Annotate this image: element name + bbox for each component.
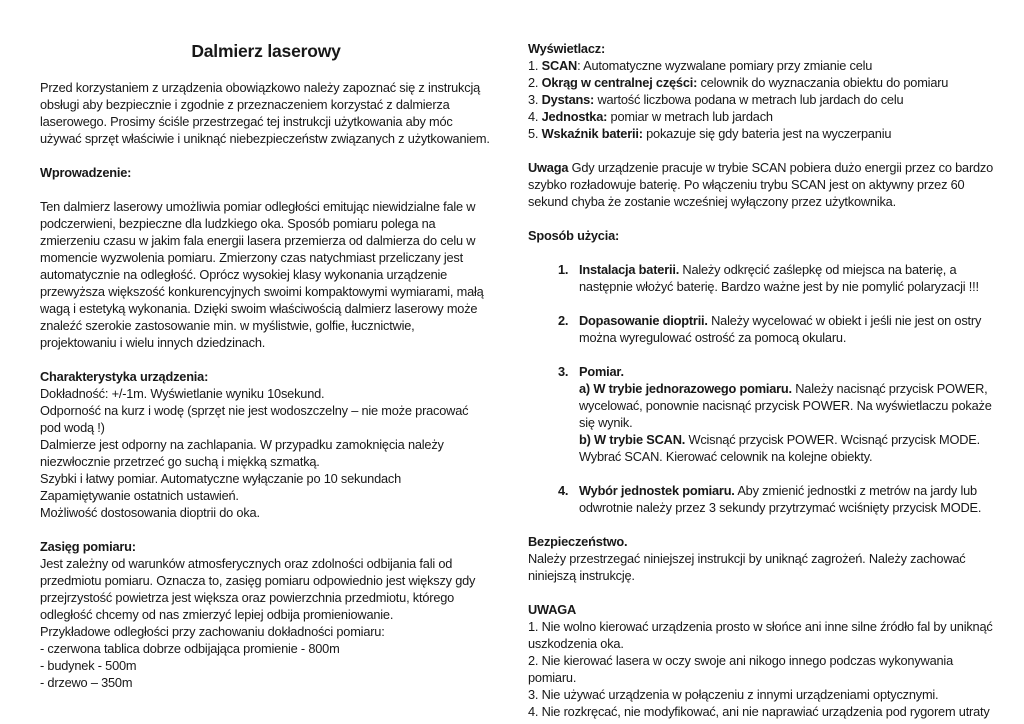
right-column xyxy=(528,40,998,719)
item-body xyxy=(579,363,998,465)
text-run: Odporność na kurz i wodę (sprzęt nie jest wodoszczelny – nie może pracować pod wodą !) xyxy=(40,403,469,435)
item-body xyxy=(579,312,998,346)
text-run: 2. xyxy=(528,75,542,90)
bold-text-run: Bezpieczeństwo. xyxy=(528,534,628,549)
item-number: 3. xyxy=(558,364,569,379)
text-run: wartość liczbowa podana w metrach lub jardach do celu xyxy=(594,92,904,107)
section-heading xyxy=(528,533,998,550)
text-line xyxy=(40,623,492,640)
text-line xyxy=(40,674,492,691)
bold-text-run: Zasięg pomiaru: xyxy=(40,539,136,554)
section-heading xyxy=(528,601,998,618)
numbered-item xyxy=(528,312,998,346)
text-run: Należy wycelować w obiekt i jeśli nie jest on ostry można wyregulować ostrość za pomocą okularu. xyxy=(579,313,982,345)
item-number: 1. xyxy=(558,262,569,277)
section-heading xyxy=(40,164,492,181)
bold-text-run: Wskaźnik baterii: xyxy=(541,126,643,141)
text-run: Gdy urządzenie pracuje w trybie SCAN pobiera dużo energii przez co bardzo szybko rozładowuje baterię. Po włączeniu trybu SCAN jest on aktywny przez 60 sekund chyba że zostanie wcześniej wyłączony przez użytkownika. xyxy=(528,160,994,209)
item-body xyxy=(579,261,998,295)
text-run: - drzewo – 350m xyxy=(40,675,133,690)
text-line xyxy=(40,402,492,436)
text-run: 4. xyxy=(528,109,542,124)
section-heading xyxy=(40,538,492,555)
text-line xyxy=(528,686,998,703)
item-number: 2. xyxy=(558,313,569,328)
section-heading xyxy=(528,227,998,244)
text-run: pokazuje się gdy bateria jest na wyczerpaniu xyxy=(642,126,892,141)
text-run: Jest zależny od warunków atmosferycznych oraz zdolności odbijania fali od przedmiotu pomiaru. Oznacza to, zasięg pomiaru odpowiednio jest większy gdy przejrzystość powietrza jest większa oraz powierzchnia przedmiotu, którego odległość chcemy od nas zmierzyć lepiej odbija promieniowanie. xyxy=(40,556,476,622)
bold-text-run: a) W trybie jednorazowego pomiaru. xyxy=(579,381,792,396)
text-line xyxy=(40,470,492,487)
text-run: 5. xyxy=(528,126,542,141)
document-title xyxy=(40,40,492,62)
text-line xyxy=(528,550,998,584)
text-line xyxy=(40,657,492,674)
paragraph xyxy=(528,159,998,210)
bold-text-run: Wybór jednostek pomiaru. xyxy=(579,483,735,498)
text-run: Aby zmienić jednostki z metrów na jardy lub odwrotnie należy przez 3 sekundy przytrzymać wciśnięty przycisk MODE. xyxy=(579,483,982,515)
paragraph xyxy=(40,198,492,351)
text-run: Możliwość dostosowania dioptrii do oka. xyxy=(40,505,260,520)
bold-text-run: Wyświetlacz: xyxy=(528,41,606,56)
text-line xyxy=(528,108,998,125)
text-run: 4. Nie rozkręcać, nie modyfikować, ani nie naprawiać urządzenia pod rygorem utraty xyxy=(528,704,990,719)
paragraph xyxy=(40,79,492,147)
text-run: Wcisnąć przycisk POWER. Wcisnąć przycisk MODE. Wybrać SCAN. Kierować celownik na kolejne obiekty. xyxy=(579,432,981,464)
text-run: pomiar w metrach lub jardach xyxy=(607,109,773,124)
text-line xyxy=(528,652,998,686)
text-line xyxy=(528,74,998,91)
text-run: - czerwona tablica dobrze odbijająca promienie - 800m xyxy=(40,641,340,656)
bold-text-run: Charakterystyka urządzenia: xyxy=(40,369,209,384)
text-run: Dokładność: +/-1m. Wyświetlanie wyniku 10sekund. xyxy=(40,386,325,401)
text-run: : Automatyczne wyzwalane pomiary przy zmianie celu xyxy=(577,58,873,73)
text-line xyxy=(40,487,492,504)
text-run: Należy przestrzegać niniejszej instrukcji by uniknąć zagrożeń. Należy zachować niniejszą instrukcję. xyxy=(528,551,966,583)
bold-text-run: Pomiar. xyxy=(579,364,624,379)
bold-text-run: Jednostka: xyxy=(541,109,608,124)
text-line xyxy=(40,436,492,470)
text-line xyxy=(528,618,998,652)
text-run: Należy odkręcić zaślepkę od miejsca na baterię, a następnie włożyć baterię. Bardzo ważne jest by nie pomylić polaryzacji !!! xyxy=(579,262,979,294)
bold-text-run: SCAN xyxy=(541,58,578,73)
item-body xyxy=(579,482,998,516)
text-run: 3. xyxy=(528,92,542,107)
text-line xyxy=(40,504,492,521)
text-run: Przykładowe odległości przy zachowaniu dokładności pomiaru: xyxy=(40,624,385,639)
text-line xyxy=(528,125,998,142)
text-run: 1. xyxy=(528,58,542,73)
bold-text-run: Instalacja baterii. xyxy=(579,262,680,277)
text-run: Przed korzystaniem z urządzenia obowiązkowo należy zapoznać się z instrukcją obsługi aby bezpiecznie i zgodnie z przeznaczeniem korzystać z dalmierza laserowego. Prosimy ściśle przestrzegać tej instrukcji użytkowania aby móc używać sprzęt właściwie i uniknąć niebezpieczeństw związanych z użytkowaniem. xyxy=(40,80,490,146)
numbered-item xyxy=(528,482,998,516)
text-run: - budynek - 500m xyxy=(40,658,137,673)
text-line xyxy=(40,640,492,657)
text-run: Należy nacisnąć przycisk POWER, wycelować, ponownie nacisnąć przycisk POWER. Na wyświetlaczu pokaże się wynik. xyxy=(579,381,992,430)
text-line xyxy=(528,57,998,74)
numbered-item xyxy=(528,261,998,295)
bold-text-run: Uwaga xyxy=(528,160,572,175)
text-run: 1. Nie wolno kierować urządzenia prosto w słońce ani inne silne źródło fal by uniknąć uszkodzenia oka. xyxy=(528,619,993,651)
bold-text-run: Dystans: xyxy=(541,92,595,107)
left-column xyxy=(40,40,492,714)
text-run: Ten dalmierz laserowy umożliwia pomiar odległości emitując niewidzialne fale w podczerwieni, bezpieczne dla ludzkiego oka. Sposób pomiaru polega na zmierzeniu czasu w jakim fala energii lasera przemierza od dalmierza do celu w momencie wyzwolenia pomiaru. Zmierzony czas natychmiast przeliczany jest automatycznie na odległość. Oprócz wysokiej klasy wykonania urządzenie przewyższa większość konkurencyjnych swoimi kompaktowymi wymiarami, małą wagą i estetyką wykonania. Dzięki swoim właściwością dalmierz laserowy może znaleźć szerokie zastosowanie min. w myślistwie, golfie, łucznictwie, projektowaniu i wielu innych dziedzinach. xyxy=(40,199,484,350)
bold-text-run: UWAGA xyxy=(528,602,577,617)
text-run: Szybki i łatwy pomiar. Automatyczne wyłączanie po 10 sekundach xyxy=(40,471,402,486)
bold-text-run: Wprowadzenie: xyxy=(40,165,132,180)
bold-text-run: Dalmierz laserowy xyxy=(191,41,341,61)
text-run: celownik do wyznaczania obiektu do pomiaru xyxy=(697,75,949,90)
bold-text-run: b) W trybie SCAN. xyxy=(579,432,686,447)
numbered-item xyxy=(528,363,998,465)
text-run: Zapamiętywanie ostatnich ustawień. xyxy=(40,488,239,503)
bold-text-run: Okrąg w centralnej części: xyxy=(541,75,698,90)
text-line xyxy=(40,385,492,402)
text-line xyxy=(528,91,998,108)
section-heading xyxy=(528,40,998,57)
text-line xyxy=(40,555,492,623)
text-run: 2. Nie kierować lasera w oczy swoje ani nikogo innego podczas wykonywania pomiaru. xyxy=(528,653,953,685)
text-line xyxy=(528,703,998,720)
bold-text-run: Sposób użycia: xyxy=(528,228,620,243)
bold-text-run: Dopasowanie dioptrii. xyxy=(579,313,708,328)
text-run: Dalmierze jest odporny na zachlapania. W przypadku zamoknięcia należy niezwłocznie przetrzeć go suchą i miękką szmatką. xyxy=(40,437,444,469)
text-run: 3. Nie używać urządzenia w połączeniu z innymi urządzeniami optycznymi. xyxy=(528,687,939,702)
item-number: 4. xyxy=(558,483,569,498)
section-heading xyxy=(40,368,492,385)
